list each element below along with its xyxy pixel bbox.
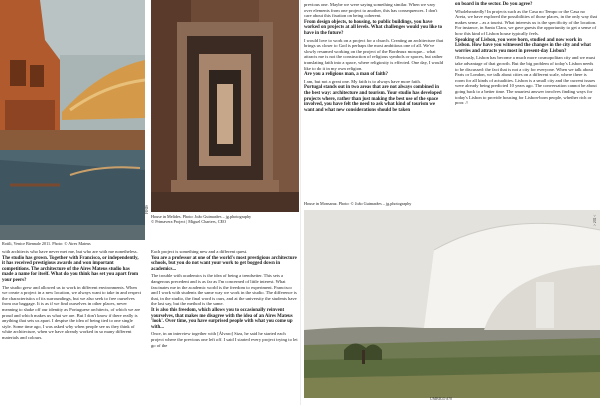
monsaraz-photo: [304, 210, 600, 398]
left-bottom-column-2: [151, 249, 299, 349]
right-top-column: [455, 2, 597, 107]
body-paragraph: The trouble with academics is the idea of being a trendsetter. This sets a dangerous precedent and is as far as I'm concerned of little interest. What fascinates me in the academic world is the freedom to experiment. Francisco and I work with students the same way we work in the studio. The difference is that, in the studio, the final word is ours, and at the university the students have the last say, but the method is the same.: [151, 273, 297, 307]
melides-photo: [151, 0, 299, 212]
right-side-marker: > 202 <: [593, 214, 597, 226]
interview-question: on board in the sector. Do you agree?: [455, 2, 533, 7]
interview-question: Are you a religious man, a man of faith?: [304, 72, 388, 78]
body-paragraph: Obviously, Lisbon has become a much more cosmopolitan city and we must take advantage of that growth. But the big problem of today's Lisbon needs to be discussed: the fact that is not a city for everyone. When we talk about Paris or London, we talk about cities on a different scale, where there is room for all kinds of actualities. Lisbon is a small city and the current issues were already being predicted 10 years ago. The conversation cannot be about going back to a better time. The smartest answer involves finding ways for today's Lisbon to provide housing for Lisbon-born people, whether rich or poor. //: [455, 55, 597, 106]
body-paragraph: Once, in an interview together with [Álvaro] Siza, he said he started each project where the previous one left off. I said I started every project trying to let go of the: [151, 331, 298, 348]
body-paragraph: Each project is something new and a different quest.: [151, 249, 248, 254]
page-gutter: [300, 0, 301, 405]
interview-question: From design objects, to housing, to public buildings, you have worked on projects at all levels. What challenges would you like to have in the future?: [304, 19, 443, 36]
page-number: UMBIGO #70: [430, 397, 453, 401]
melides-caption: House in Melides. Photo: João Guimarães – jg.photography © Primavera Project | Miguel Charters, CEO: [151, 214, 252, 224]
body-paragraph: Wholeheartedly! In projects such as the Casa no Tempo or the Casa no Areia, we have explored the possibilities of those places, in the only way that makes sense – as a tourist. What interests us is the specificity of the location. For instance, in Santa Clara, we gave guests the opportunity to get a sense of how this kind of Lisbon house typically feels.: [455, 8, 597, 36]
body-paragraph: I am, but not a great one. My faith is to always have more faith.: [304, 78, 421, 84]
body-paragraph: I would love to work on a project for a church. Creating an architecture that brings us closer to God is perhaps the most ambitious one of all. We've slowly resumed working on the project of the Bordeaux mosque... what attracts me is not the construction of religious symbols or spaces, but rather translating faith into a space, where religiosity is effected. One day, I would like to do it in my own religion.: [304, 37, 444, 71]
left-top-column: [304, 2, 444, 114]
left-bottom-column-1: [2, 249, 142, 342]
monsaraz-caption: House in Monsaraz. Photo: © João Guimarães – jg.photography: [304, 201, 412, 206]
left-side-marker: FINIS: [145, 205, 149, 214]
interview-question: Speaking of Lisbon, you were born, studied and now work in Lisbon. How have you witnessed the changes in the city and what worries and attracts you most in present-day Lisbon?: [455, 37, 591, 54]
interview-question: The studio has grown. Together with Francisco, or independently, it has received prestigious awards and won important competitions. The architecture of the Aires Mateus studio has made a name for itself. What do you think has set you apart from your peers?: [2, 255, 139, 283]
venice-photo: [0, 0, 145, 240]
body-paragraph: The studio grew and allowed us to work in different environments. When we create a project in a new location, we always want to take in and respect the characteristics of its surroundings, but we also seek to free ourselves from our baggage. It is as if we find ourselves in other places, never meaning to shake off our identity as Portuguese architects, of which we are proud and which makes us what we are. But I don't know if there really is anything that sets us apart. I despise the idea of being tied to one single style. Some time ago, I was asked why when people see us they think of white architecture, when we have already worked in so many different materials and colours.: [2, 284, 142, 340]
interview-question: You are a professor at one of the world's most prestigious architecture schools, but you do not want your work to get bogged down in academics...: [151, 255, 297, 272]
interview-question: It is also this freedom, which allows you to occasionally reinvent yourselves, that makes me disagree with the idea of an Aires Mateus 'look'. Over time, you have surprised people with what you come up with...: [151, 307, 293, 330]
body-paragraph: previous one. Maybe we were saying something similar. When we vary over elements from one project to another, this has consequences. I don't care about this fixation on being coherent.: [304, 2, 438, 19]
interview-question: Portugal stands out in two areas that are not always combined in the best way: architecture and tourism. Your studio has developed projects where, rather than just making the best use of the space involved, you have felt the need to ask what kind of tourism we want and what new considerations should be taken: [304, 85, 442, 113]
body-paragraph: with architects who have never met me, but who are with me nonetheless.: [2, 249, 138, 254]
venice-caption: Rotili, Venice Biennale 2011. Photo: © Aires Mateus: [2, 241, 91, 246]
